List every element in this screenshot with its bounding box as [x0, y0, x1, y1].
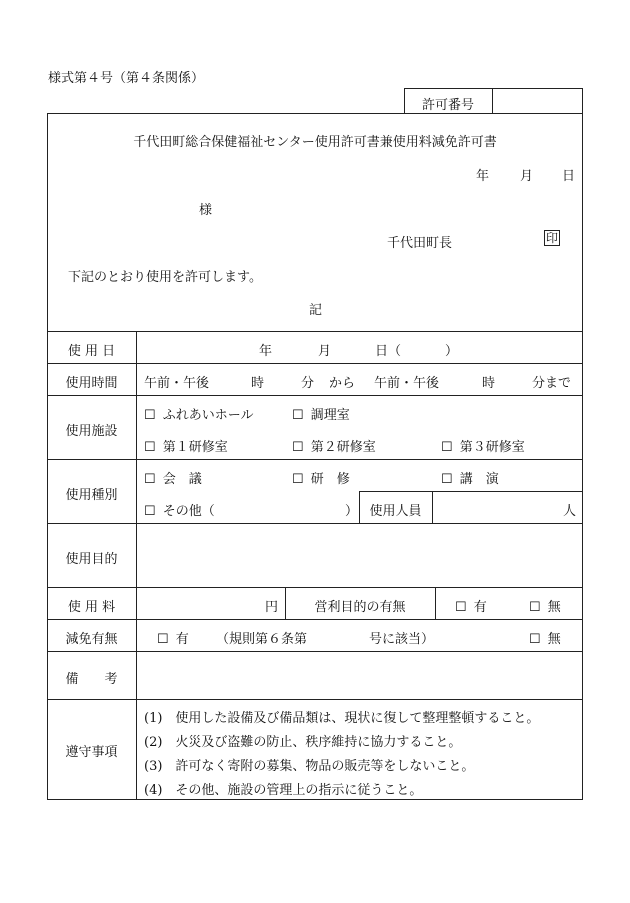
checkbox-icon: ☐	[144, 504, 156, 519]
profit-purpose-label: 営利目的の有無	[314, 600, 406, 615]
date-year: 年	[476, 169, 490, 184]
facility-option-room3[interactable]: ☐ 第３研修室	[441, 440, 525, 455]
label-facility: 使用施設	[65, 424, 118, 439]
permit-form-table	[47, 113, 583, 800]
label-use-type: 使用種別	[65, 488, 118, 503]
date-month: 月	[520, 169, 534, 184]
seal-mark: 印	[546, 231, 559, 245]
exemption-rule-close: 号に該当）	[369, 632, 435, 647]
persons-label: 使用人員	[369, 504, 422, 519]
facility-option-hall[interactable]: ☐ ふれあいホール	[144, 408, 254, 423]
use-date-weekday-close: ）	[445, 344, 459, 359]
checkbox-icon: ☐	[292, 408, 304, 423]
use-time-hour-start: 時	[251, 376, 265, 391]
persons-unit: 人	[563, 504, 577, 519]
checkbox-icon: ☐	[529, 632, 541, 647]
fee-yen-unit: 円	[265, 600, 279, 615]
use-date-day: 日（	[375, 344, 402, 359]
use-time-min-start: 分	[301, 376, 315, 391]
checkbox-icon: ☐	[441, 472, 453, 487]
label-rules: 遵守事項	[65, 745, 118, 760]
use-time-hour-end: 時	[482, 376, 496, 391]
facility-option-kitchen[interactable]: ☐ 調理室	[292, 408, 350, 423]
checkbox-icon: ☐	[144, 408, 156, 423]
permit-number-label: 許可番号	[421, 98, 474, 113]
label-fee: 使 用 料	[67, 600, 116, 615]
form-title: 千代田町総合保健福祉センター使用許可書兼使用料減免許可書	[133, 135, 497, 150]
exemption-rule-open: （規則第６条第	[216, 632, 308, 647]
use-date-year: 年	[259, 344, 273, 359]
type-option-training[interactable]: ☐ 研 修	[292, 472, 350, 487]
rule-item-2: (2) 火災及び盗難の防止、秩序維持に協力すること。	[144, 735, 462, 750]
label-remarks: 備 考	[65, 672, 118, 687]
checkbox-icon: ☐	[292, 472, 304, 487]
label-use-time: 使用時間	[65, 376, 118, 391]
form-number: 様式第４号（第４条関係）	[48, 71, 205, 86]
profit-option-no[interactable]: ☐ 無	[529, 600, 561, 615]
label-purpose: 使用目的	[65, 552, 118, 567]
purpose-field[interactable]	[142, 530, 578, 582]
checkbox-icon: ☐	[157, 632, 169, 647]
type-other-close: ）	[345, 504, 359, 519]
addressee-suffix: 様	[199, 203, 213, 218]
type-option-meeting[interactable]: ☐ 会 議	[144, 472, 202, 487]
rule-item-4: (4) その他、施設の管理上の指示に従うこと。	[144, 783, 423, 798]
checkbox-icon: ☐	[144, 472, 156, 487]
exemption-option-yes[interactable]: ☐ 有	[157, 632, 189, 647]
issuer-name: 千代田町長	[387, 236, 453, 251]
remarks-field[interactable]	[142, 657, 578, 695]
label-exemption: 減免有無	[65, 632, 118, 647]
checkbox-icon: ☐	[144, 440, 156, 455]
label-use-date: 使 用 日	[67, 344, 116, 359]
use-time-ampm-start: 午前・午後	[144, 376, 210, 391]
use-date-month: 月	[318, 344, 332, 359]
type-option-other[interactable]: ☐ その他（	[144, 504, 215, 519]
checkbox-icon: ☐	[529, 600, 541, 615]
use-time-from: から	[329, 376, 356, 391]
use-time-until: 分まで	[532, 376, 572, 391]
rule-item-1: (1) 使用した設備及び備品類は、現状に復して整理整頓すること。	[144, 711, 540, 726]
use-time-ampm-end: 午前・午後	[374, 376, 440, 391]
checkbox-icon: ☐	[441, 440, 453, 455]
intro-text: 下記のとおり使用を許可します。	[68, 270, 262, 285]
type-option-lecture[interactable]: ☐ 講 演	[441, 472, 499, 487]
ki-mark: 記	[309, 303, 323, 318]
checkbox-icon: ☐	[455, 600, 467, 615]
date-day: 日	[562, 169, 576, 184]
exemption-option-no[interactable]: ☐ 無	[529, 632, 561, 647]
profit-option-yes[interactable]: ☐ 有	[455, 600, 487, 615]
facility-option-room1[interactable]: ☐ 第１研修室	[144, 440, 228, 455]
rule-item-3: (3) 許可なく寄附の募集、物品の販売等をしないこと。	[144, 759, 475, 774]
facility-option-room2[interactable]: ☐ 第２研修室	[292, 440, 376, 455]
checkbox-icon: ☐	[292, 440, 304, 455]
